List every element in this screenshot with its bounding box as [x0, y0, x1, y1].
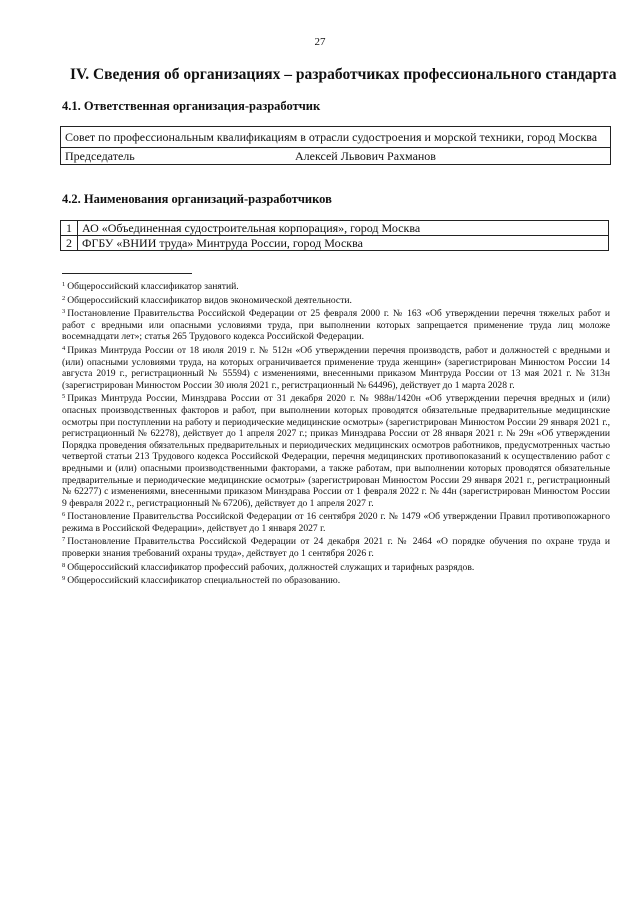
- developer-orgs-heading: 4.2. Наименования организаций-разработчиков: [62, 192, 332, 206]
- developer-orgs-table: [60, 220, 609, 251]
- head-role: Председатель: [65, 149, 135, 163]
- footnote: [62, 560, 610, 574]
- table-row: [61, 221, 609, 236]
- footnote-text: Постановление Правительства Российской Федерации от 25 февраля 2000 г. № 163 «Об утверждении перечня тяжелых работ и работ с вредными или опасными условиями труда, при выполнении которых запрещается применение труда лиц моложе восемнадцати лет»; статья 265 Трудового кодекса Российской Федерации.: [62, 308, 610, 343]
- footnote-mark: 6: [62, 511, 66, 519]
- footnote-mark: 8: [62, 561, 66, 569]
- footnote-text: Общероссийский классификатор занятий.: [67, 281, 239, 292]
- footnote: [62, 534, 610, 559]
- responsible-org-heading: 4.1. Ответственная организация-разработчик: [62, 99, 321, 113]
- responsible-org-box: [60, 126, 611, 165]
- org-name-cell: АО «Объединенная судостроительная корпорация», город Москва: [78, 221, 609, 236]
- footnote-mark: 1: [62, 281, 66, 288]
- footnote-text: Приказ Минтруда России, Минздрава России от 31 декабря 2020 г. № 988н/1420н «Об утверждении перечня вредных и (или) опасных производственных факторов и работ, при выполнении которых проводятся обязательные предварительные медицинские осмотры при поступлении на работу и периодические медицинские осмотры» (зарегистрирован Минюстом России 29 января 2021 г., регистрационный № 62278), действует до 1 апреля 2027 г.; приказ Минздрава России от 28 января 2021 г. № 29н «Об утверждении Порядка проведения обязательных предварительных и периодических медицинских осмотров работников, предусмотренных частью четвертой статьи 213 Трудового кодекса Российской Федерации, перечня медицинских противопоказаний к осуществлению работ с вредными и (или) опасными производственными факторами, а также работам, при выполнении которых проводятся обязательные предварительные и периодические медицинские осмотры» (зарегистрирован Минюстом России 29 января 2021 г., регистрационный № 62277) с изменениями, внесенными приказом Минздрава России от 1 февраля 2022 г. № 44н (зарегистрирован Минюстом России 9 февраля 2022 г., регистрационный № 67206), действует до 1 апреля 2027 г.: [62, 393, 610, 509]
- footnotes: [62, 279, 610, 587]
- footnote-separator: [62, 273, 192, 274]
- footnote-text: Общероссийский классификатор профессий рабочих, должностей служащих и тарифных разрядов.: [67, 561, 475, 573]
- footnote-mark: 4: [62, 344, 66, 352]
- page-number: 27: [314, 36, 326, 48]
- responsible-org-head-row: [61, 148, 610, 164]
- footnote: [62, 306, 610, 343]
- footnote: [62, 509, 610, 534]
- head-person: Алексей Львович Рахманов: [295, 149, 436, 163]
- footnote: [62, 391, 610, 509]
- footnote: [62, 573, 610, 587]
- footnote-text: Постановление Правительства Российской Федерации от 24 декабря 2021 г. № 2464 «О порядке обучения по охране труда и проверки знания требований охраны труда», действует до 1 сентября 2026 г.: [62, 536, 610, 560]
- footnote: [62, 293, 610, 307]
- row-number: 2: [61, 236, 78, 251]
- footnote-text: Постановление Правительства Российской Федерации от 16 сентября 2020 г. № 1479 «Об утверждении Правил противопожарного режима в Российской Федерации», действует до 1 января 2027 г.: [62, 511, 610, 534]
- footnote: [62, 279, 610, 293]
- footnote-mark: 2: [62, 294, 66, 302]
- footnote-text: Общероссийский классификатор специальностей по образованию.: [67, 575, 341, 587]
- org-name-cell: ФГБУ «ВНИИ труда» Минтруда России, город Москва: [78, 236, 609, 251]
- responsible-org-name: Совет по профессиональным квалификациям в отрасли судостроения и морской техники, город Москва: [61, 127, 610, 148]
- footnote-mark: 9: [62, 575, 66, 583]
- footnote-mark: 3: [62, 308, 66, 316]
- footnote-text: Общероссийский классификатор видов экономической деятельности.: [67, 294, 352, 306]
- row-number: 1: [61, 221, 78, 236]
- footnote-mark: 7: [62, 536, 66, 544]
- footnote-mark: 5: [62, 393, 66, 401]
- section-title: IV. Сведения об организациях – разработчиках профессионального стандарта: [70, 66, 617, 83]
- footnote-text: Приказ Минтруда России от 18 июля 2019 г. № 512н «Об утверждении перечня производств, работ и должностей с вредными и (или) опасными условиями труда, на которых ограничивается применение труда женщин» (зарегистрирован Минюстом России 14 августа 2019 г., регистрационный № 55594) с изменениями, внесенными приказом Минтруда России от 13 мая 2021 г. № 313н (зарегистрирован Минюстом России 30 июля 2021 г., регистрационный № 64496), действует до 1 марта 2028 г.: [62, 344, 610, 391]
- footnote: [62, 343, 610, 391]
- table-row: [61, 236, 609, 251]
